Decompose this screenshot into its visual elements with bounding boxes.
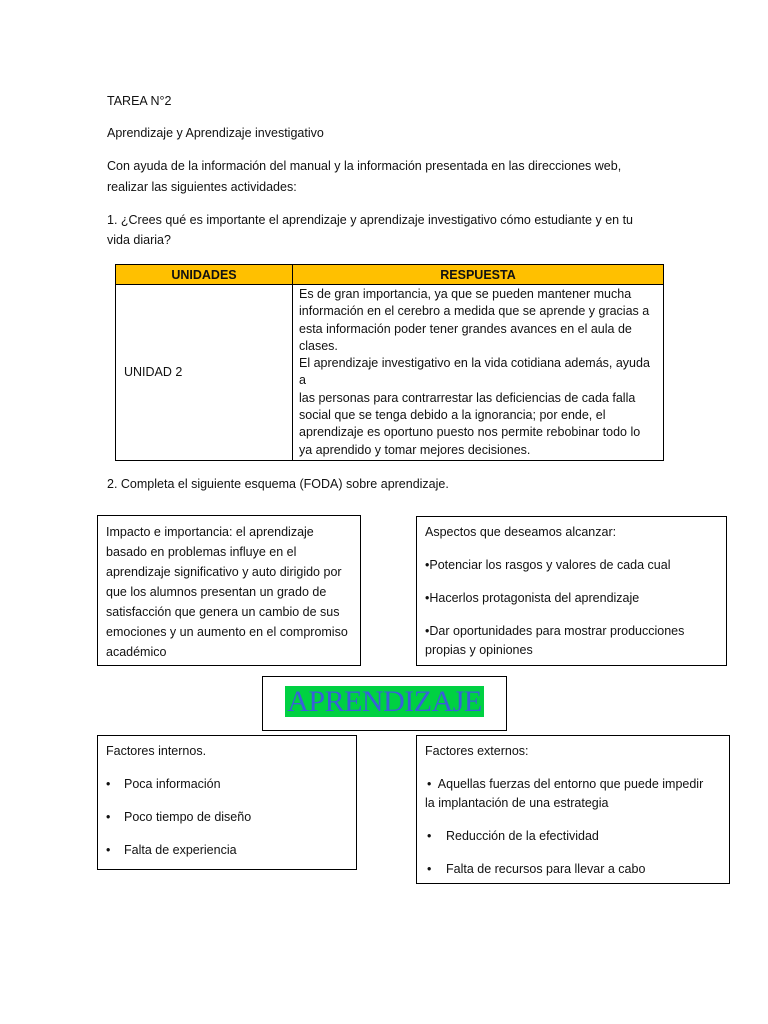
intro-line-2: realizar las siguientes actividades: — [107, 180, 297, 194]
header-answer: RESPUESTA — [293, 265, 664, 285]
impact-line: satisfacción que genera un cambio de sus — [106, 605, 340, 619]
internal-title: Factores internos. — [106, 744, 207, 758]
external-title: Factores externos: — [425, 744, 529, 758]
task-title: TAREA N°2 — [107, 94, 172, 108]
aspects-item: •Potenciar los rasgos y valores de cada cual — [425, 558, 671, 572]
internal-factors-box — [97, 735, 357, 870]
list-item — [106, 808, 348, 827]
header-units: UNIDADES — [116, 265, 293, 285]
internal-item: Poca información — [124, 777, 221, 791]
bullet: • — [427, 829, 432, 843]
answer-line: Es de gran importancia, ya que se pueden mantener mucha — [299, 287, 632, 301]
external-item: Aquellas fuerzas del entorno que puede impedir — [437, 777, 704, 791]
center-box — [262, 676, 507, 731]
bullet: • — [427, 777, 432, 791]
impact-title: Impacto e importancia: — [106, 525, 233, 539]
center-word: APRENDIZAJE — [285, 686, 484, 717]
impact-line: basado en problemas influye en el — [106, 545, 297, 559]
answer-table — [115, 264, 664, 461]
impact-line — [106, 522, 352, 542]
impact-line: que los alumnos presentan un grado de — [106, 585, 327, 599]
answer-line: ya aprendido y tomar mejores decisiones. — [299, 442, 531, 457]
bullet: • — [106, 777, 111, 791]
question-2: 2. Completa el siguiente esquema (FODA) sobre aprendizaje. — [107, 477, 449, 491]
list-item — [425, 860, 721, 879]
unit-cell: UNIDAD 2 — [116, 285, 293, 461]
list-item — [106, 775, 348, 794]
intro-line-1: Con ayuda de la información del manual y la información presentada en las direcciones web, — [107, 159, 622, 173]
answer-line: social que se tenga debido a la ignorancia; por ende, el — [299, 408, 606, 423]
list-item — [425, 775, 721, 794]
answer-line: El aprendizaje investigativo en la vida cotidiana además, ayuda a — [299, 356, 650, 388]
external-factors-box — [416, 735, 730, 884]
aspects-item: •Dar oportunidades para mostrar producciones — [425, 624, 685, 638]
list-item — [106, 841, 348, 860]
aspects-box — [416, 516, 727, 666]
list-item — [425, 827, 721, 846]
answer-line: información en el cerebro a medida que se aprende y gracias a — [299, 304, 650, 319]
internal-item: Poco tiempo de diseño — [124, 810, 252, 824]
aspects-item-continued: propias y opiniones — [425, 643, 533, 657]
answer-line: aprendizaje es oportuno puesto nos permite rebobinar todo lo — [299, 425, 641, 440]
impact-text: el aprendizaje — [232, 525, 314, 539]
answer-line: esta información poder tener grandes avances en el aula de — [299, 321, 632, 336]
external-item: Falta de recursos para llevar a cabo — [446, 862, 646, 876]
aspects-item: •Hacerlos protagonista del aprendizaje — [425, 591, 640, 605]
question-1-line-2: vida diaria? — [107, 233, 171, 247]
external-item: Reducción de la efectividad — [446, 829, 599, 843]
answer-line: las personas para contrarrestar las deficiencias de cada falla — [299, 390, 636, 405]
impact-line: aprendizaje significativo y auto dirigido por — [106, 565, 342, 579]
bullet: • — [427, 862, 432, 876]
table-header-row — [116, 265, 664, 285]
impact-line: académico — [106, 645, 167, 659]
question-1-line-1: 1. ¿Crees qué es importante el aprendizaje y aprendizaje investigativo cómo estudiante y en tu — [107, 213, 633, 227]
subject-title: Aprendizaje y Aprendizaje investigativo — [107, 126, 324, 140]
impact-line: emociones y un aumento en el compromiso — [106, 625, 348, 639]
external-item-continued: la implantación de una estrategia — [425, 796, 609, 810]
impact-box — [97, 515, 361, 666]
bullet: • — [106, 843, 111, 857]
table-row — [116, 285, 664, 461]
answer-line: clases. — [299, 338, 338, 353]
answer-cell — [293, 285, 664, 461]
aspects-title: Aspectos que deseamos alcanzar: — [425, 525, 617, 539]
internal-item: Falta de experiencia — [124, 843, 237, 857]
bullet: • — [106, 810, 111, 824]
